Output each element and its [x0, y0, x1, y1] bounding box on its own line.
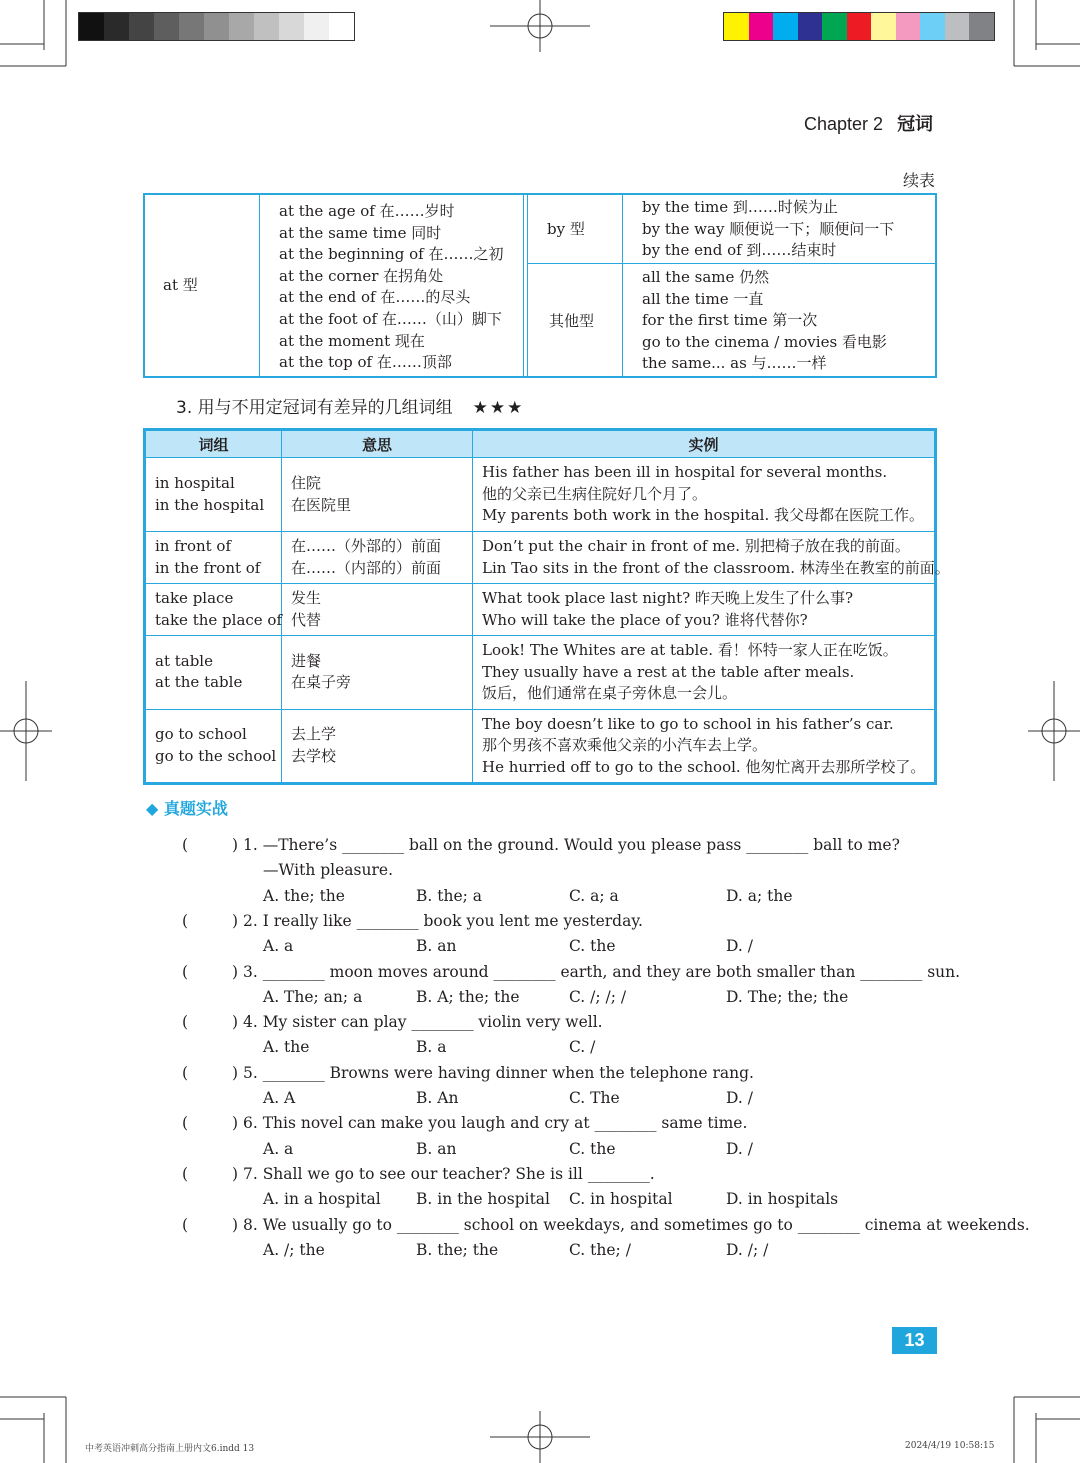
table-row	[146, 458, 935, 532]
meaning-cell-line: 发生	[291, 589, 322, 607]
example-cell	[473, 458, 935, 532]
example-cell-line: What took place last night? 昨天晚上发生了什么事?	[482, 589, 853, 607]
phrase-cell-line: in the hospital	[155, 495, 265, 514]
phrase-item: at the top of 在……顶部	[279, 353, 452, 372]
answer-option[interactable]: A. a	[263, 1139, 294, 1158]
answer-option[interactable]: D. /; /	[726, 1240, 769, 1259]
answer-option[interactable]: C. /	[569, 1038, 596, 1057]
phrase-cell-line: go to the school	[155, 746, 277, 765]
phrase-item: at the corner 在拐角处	[279, 266, 444, 285]
phrase-type-table	[143, 193, 937, 378]
meaning-cell-line: 去上学	[291, 725, 337, 744]
meaning-cell-line: 在桌子旁	[291, 673, 352, 692]
phrase-item: for the first time 第一次	[642, 311, 818, 330]
meaning-cell-line: 在……（外部的）前面	[291, 537, 442, 555]
answer-option[interactable]: A. A	[263, 1089, 296, 1107]
table-row	[146, 584, 935, 636]
meaning-cell-line: 进餐	[291, 651, 322, 670]
chapter-number: Chapter 2	[804, 114, 884, 134]
example-cell	[473, 532, 950, 584]
section-title	[176, 393, 524, 418]
table-row	[146, 709, 935, 783]
diamond-icon: ◆	[146, 799, 159, 818]
phrase-item: by the end of 到……结束时	[642, 241, 837, 260]
answer-option[interactable]: C. the	[569, 937, 616, 956]
meaning-cell-line: 去学校	[291, 746, 337, 765]
answer-blank-paren: (	[182, 962, 189, 981]
answer-option[interactable]: B. in the hospital	[416, 1190, 550, 1209]
example-cell-line: 他的父亲已生病住院好几个月了。	[482, 484, 708, 503]
col-header-phrase: 词组	[146, 431, 282, 458]
by-type-list	[642, 197, 894, 262]
difficulty-stars: ★★★	[472, 398, 525, 418]
at-type-list	[279, 201, 503, 374]
answer-option[interactable]: A. The; an; a	[263, 987, 363, 1006]
example-cell-line: My parents both work in the hospital. 我父母都在医院工作。	[482, 506, 924, 525]
answer-option[interactable]: B. an	[416, 937, 457, 956]
chapter-title: 冠词	[897, 114, 934, 134]
example-cell-line: 那个男孩不喜欢乘他父亲的小汽车去上学。	[482, 736, 768, 754]
meaning-cell	[282, 709, 473, 783]
example-cell	[473, 636, 935, 710]
meaning-cell	[282, 458, 473, 532]
example-cell-line: His father has been ill in hospital for several months.	[482, 463, 888, 482]
phrase-item: at the beginning of 在……之初	[279, 245, 504, 264]
answer-option[interactable]: C. /; /; /	[569, 987, 627, 1006]
at-type-label: at 型	[163, 276, 198, 294]
meaning-cell-line: 在……（内部的）前面	[291, 558, 442, 577]
answer-option[interactable]: A. the	[263, 1038, 310, 1057]
footer-filename: 中考英语冲刺高分指南上册内文6.indd 13	[85, 1444, 255, 1454]
phrase-cell-line: take the place of	[155, 610, 283, 629]
by-type-label: by 型	[547, 220, 585, 238]
table-row	[146, 636, 935, 710]
col-header-meaning: 意思	[282, 431, 473, 458]
meaning-cell	[282, 532, 473, 584]
answer-option[interactable]: C. a; a	[569, 886, 619, 905]
answer-option[interactable]: A. the; the	[263, 886, 345, 905]
phrase-cell-line: take place	[155, 589, 234, 607]
example-cell-line: They usually have a rest at the table after meals.	[482, 662, 855, 681]
answer-option[interactable]: D. in hospitals	[726, 1190, 839, 1209]
phrase-item: at the foot of 在……（山）脚下	[279, 309, 502, 328]
page-number: 13	[892, 1327, 937, 1354]
question-stem: ) 6. This novel can make you laugh and cry at ________ same time.	[232, 1114, 748, 1133]
answer-option[interactable]: B. An	[416, 1089, 459, 1107]
answer-option[interactable]: B. an	[416, 1139, 457, 1158]
continued-label: 续表	[903, 171, 936, 190]
phrase-cell	[146, 584, 282, 636]
answer-blank-paren: (	[182, 1164, 189, 1183]
table-row	[146, 532, 935, 584]
phrase-item: by the way 顺便说一下；顺便问一下	[642, 219, 895, 238]
phrase-cell-line: in the front of	[155, 558, 261, 577]
answer-blank-paren: (	[182, 911, 189, 930]
answer-blank-paren: (	[182, 1114, 189, 1133]
example-cell-line: Who will take the place of you? 谁将代替你?	[482, 610, 808, 629]
answer-option[interactable]: A. in a hospital	[263, 1190, 381, 1209]
phrase-item: at the end of 在……的尽头	[279, 288, 471, 307]
phrase-item: the same... as 与……一样	[642, 354, 827, 373]
phrase-item: at the moment 现在	[279, 331, 425, 350]
answer-option[interactable]: D. /	[726, 1089, 753, 1107]
question-stem: ) 3. ________ moon moves around ________ earth, and they are both smaller than ________ sun.	[232, 962, 961, 981]
example-cell	[473, 584, 935, 636]
article-phrase-table	[143, 428, 950, 785]
answer-option[interactable]: C. The	[569, 1089, 620, 1107]
phrase-cell-line: go to school	[155, 725, 247, 744]
answer-option[interactable]: D. /	[726, 937, 753, 956]
question-stem: ) 2. I really like ________ book you lent me yesterday.	[232, 911, 643, 930]
question-stem-cont: —With pleasure.	[263, 861, 393, 880]
meaning-cell-line: 住院	[291, 474, 322, 492]
answer-option[interactable]: A. a	[263, 937, 294, 956]
answer-option[interactable]: D. a; the	[726, 886, 793, 905]
phrase-cell	[146, 458, 282, 532]
answer-blank-paren: (	[182, 1215, 189, 1234]
example-cell-line: Lin Tao sits in the front of the classroom. 林涛坐在教室的前面。	[482, 558, 950, 577]
example-cell-line: Look! The Whites are at table. 看！怀特一家人正在吃饭。	[482, 641, 898, 659]
phrase-cell-line: in front of	[155, 537, 232, 555]
answer-blank-paren: (	[182, 1063, 189, 1082]
footer-timestamp: 2024/4/19 10:58:15	[905, 1441, 995, 1451]
example-cell-line: Don’t put the chair in front of me. 别把椅子放在我的前面。	[482, 537, 910, 555]
phrase-item: at the same time 同时	[279, 223, 442, 242]
meaning-cell	[282, 584, 473, 636]
phrase-cell-line: in hospital	[155, 474, 235, 492]
example-cell-line: 饭后，他们通常在桌子旁休息一会儿。	[482, 684, 738, 702]
answer-option[interactable]: D. The; the; the	[726, 987, 849, 1006]
other-type-label: 其他型	[549, 312, 595, 330]
question-stem: ) 1. —There’s ________ ball on the ground. Would you please pass ________ ball to me?	[232, 836, 900, 854]
answer-option[interactable]: B. A; the; the	[416, 987, 520, 1006]
practice-heading-text: 真题实战	[163, 799, 228, 818]
answer-blank-paren: (	[182, 836, 189, 854]
question-stem: ) 5. ________ Browns were having dinner when the telephone rang.	[232, 1063, 754, 1082]
example-cell-line: The boy doesn’t like to go to school in his father’s car.	[482, 714, 894, 733]
section-title-text: 3. 用与不用定冠词有差异的几组词组	[176, 398, 453, 418]
phrase-item: at the age of 在……岁时	[279, 202, 455, 220]
answer-option[interactable]: A. /; the	[263, 1240, 325, 1259]
answer-option[interactable]: B. the; the	[416, 1240, 499, 1259]
phrase-item: go to the cinema / movies 看电影	[642, 332, 887, 351]
col-header-example: 实例	[473, 431, 935, 458]
phrase-item: all the time 一直	[642, 289, 764, 308]
phrase-item: all the same 仍然	[642, 268, 770, 286]
example-cell-line: He hurried off to go to the school. 他匆忙离开去那所学校了。	[482, 757, 926, 776]
phrase-cell	[146, 532, 282, 584]
question-stem: ) 4. My sister can play ________ violin very well.	[232, 1013, 603, 1032]
phrase-item: by the time 到……时候为止	[642, 198, 838, 216]
meaning-cell-line: 在医院里	[291, 495, 352, 514]
phrase-cell	[146, 709, 282, 783]
answer-blank-paren: (	[182, 1013, 189, 1032]
answer-option[interactable]: C. in hospital	[569, 1190, 673, 1209]
example-cell	[473, 709, 935, 783]
meaning-cell-line: 代替	[291, 610, 322, 629]
meaning-cell	[282, 636, 473, 710]
answer-option[interactable]: B. the; a	[416, 886, 483, 905]
practice-heading	[146, 796, 228, 819]
phrase-cell-line: at table	[155, 651, 213, 670]
chapter-heading	[804, 110, 933, 136]
other-type-list	[642, 267, 887, 375]
answer-option[interactable]: B. a	[416, 1038, 447, 1057]
phrase-cell	[146, 636, 282, 710]
answer-option[interactable]: D. /	[726, 1139, 753, 1158]
question-stem: ) 7. Shall we go to see our teacher? She is ill ________.	[232, 1164, 655, 1183]
answer-option[interactable]: C. the	[569, 1139, 616, 1158]
phrase-cell-line: at the table	[155, 673, 243, 692]
question-stem: ) 8. We usually go to ________ school on weekdays, and sometimes go to ________ cinema at weekends.	[232, 1215, 1030, 1234]
answer-option[interactable]: C. the; /	[569, 1240, 631, 1259]
